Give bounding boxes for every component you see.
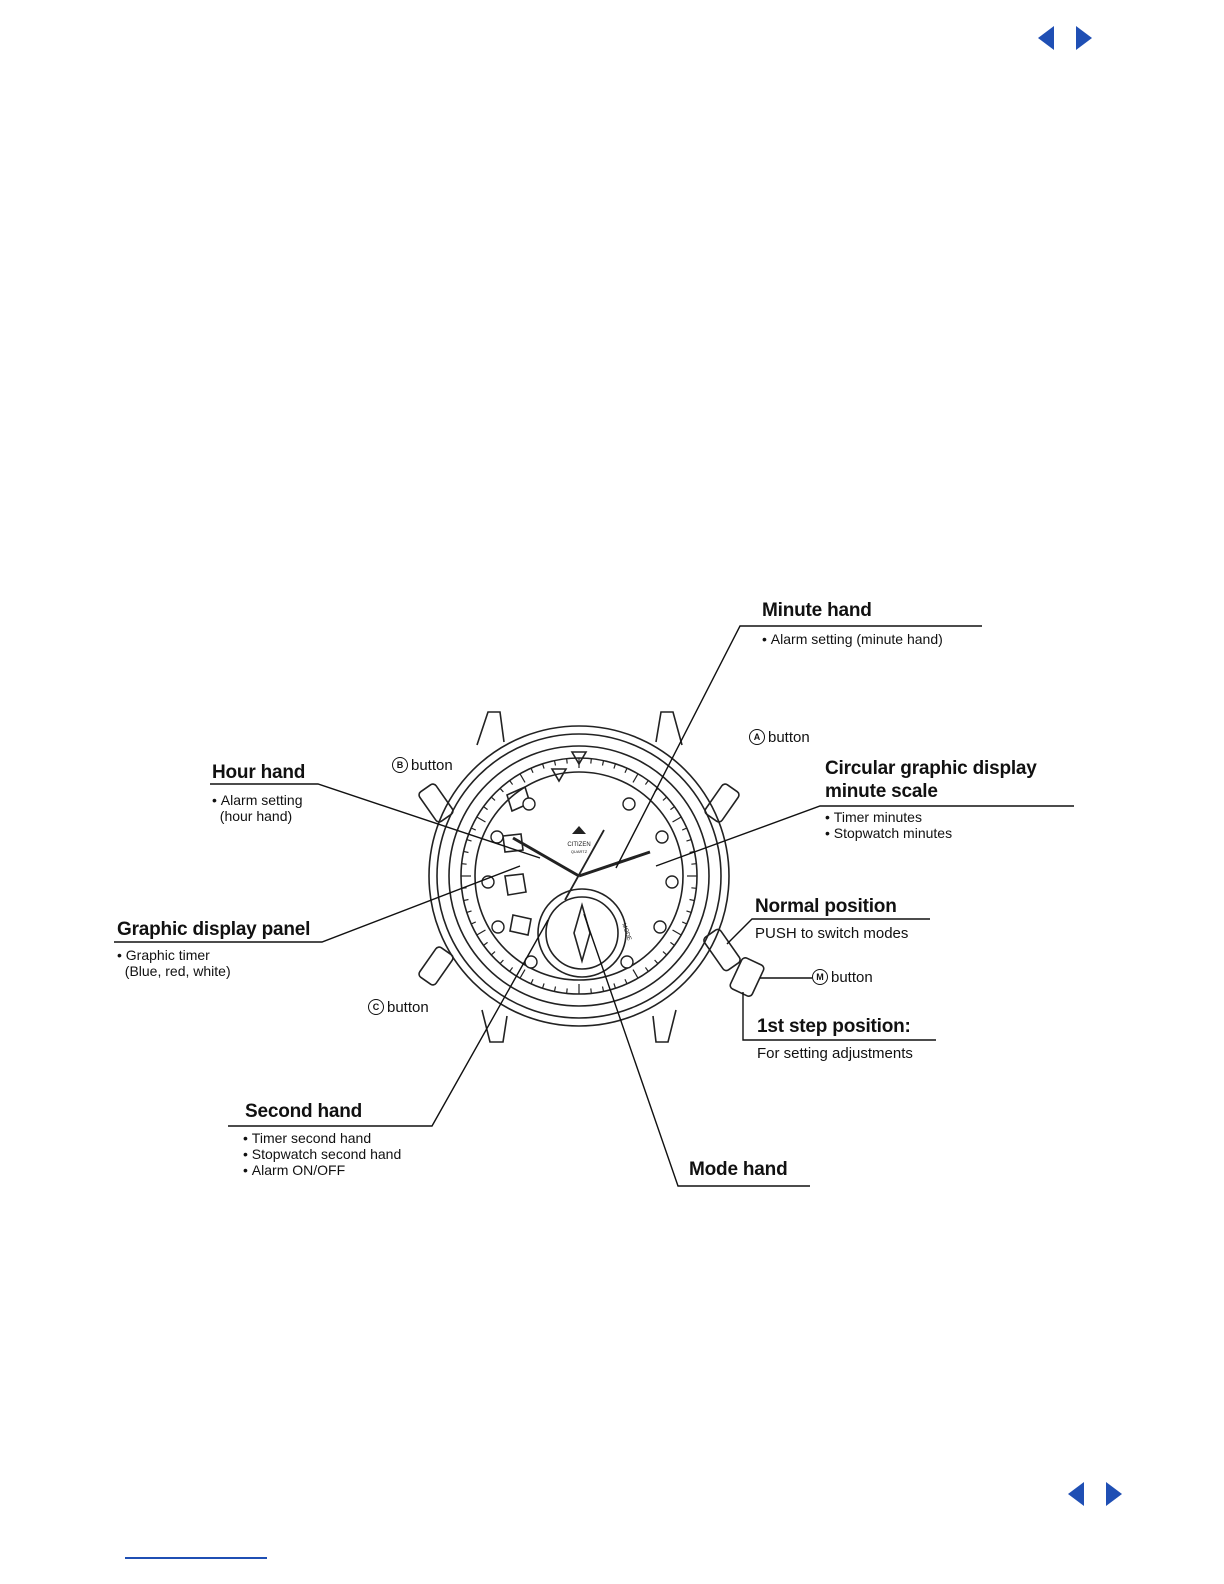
bezel-tick bbox=[663, 952, 667, 955]
b-button-icon: B bbox=[392, 757, 408, 773]
bezel-tick bbox=[567, 988, 568, 993]
circular-display-note: • Timer minutes bbox=[825, 809, 952, 825]
next-page-arrow-icon[interactable] bbox=[1106, 1482, 1122, 1506]
bezel-tick bbox=[690, 899, 695, 900]
bezel-tick bbox=[531, 979, 533, 984]
circular-display-notes bbox=[825, 809, 952, 841]
second-hand-title: Second hand bbox=[245, 1101, 363, 1122]
bezel-tick bbox=[655, 960, 658, 964]
bottom-page-navigation bbox=[1068, 1482, 1122, 1506]
bezel-tick bbox=[682, 828, 687, 830]
minute-hand-title: Minute hand bbox=[762, 600, 872, 621]
mode-hand-title: Mode hand bbox=[689, 1159, 788, 1180]
graphic-panel-note: • Graphic timer bbox=[117, 947, 231, 963]
second-hand-leader bbox=[228, 920, 548, 1126]
bezel-tick bbox=[625, 768, 627, 773]
circular-display-title-line2: minute scale bbox=[825, 781, 938, 802]
b-button-text: button bbox=[411, 756, 453, 774]
second-hand-note: • Timer second hand bbox=[243, 1130, 401, 1146]
bezel-tick bbox=[462, 864, 467, 865]
minute-hand-note: • Alarm setting (minute hand) bbox=[762, 631, 943, 647]
first-step-title: 1st step position: bbox=[757, 1016, 911, 1037]
minute-hand-notes bbox=[762, 631, 943, 647]
m-button-icon: M bbox=[812, 969, 828, 985]
first-step-text: For setting adjustments bbox=[757, 1045, 913, 1062]
bezel-tick bbox=[491, 797, 495, 800]
bezel-tick bbox=[602, 761, 603, 766]
subdial-label: MODE bbox=[620, 922, 632, 942]
bezel-tick bbox=[471, 828, 476, 830]
bezel-tick bbox=[471, 922, 476, 924]
bezel-tick bbox=[500, 788, 503, 792]
bezel-tick bbox=[682, 922, 687, 924]
bezel-tick bbox=[510, 781, 513, 785]
bezel-tick bbox=[633, 774, 638, 783]
brand-sub-text: QUARTZ bbox=[570, 849, 588, 854]
bezel-tick bbox=[663, 797, 667, 800]
bezel-tick bbox=[484, 807, 488, 810]
second-hand-note: • Alarm ON/OFF bbox=[243, 1162, 401, 1178]
graphic-panel-note: (Blue, red, white) bbox=[124, 963, 231, 979]
hour-hand-title: Hour hand bbox=[212, 762, 306, 783]
bezel-tick bbox=[531, 768, 533, 773]
a-button-icon: A bbox=[749, 729, 765, 745]
bezel-tick bbox=[673, 817, 682, 822]
bezel-tick bbox=[691, 864, 696, 865]
bezel-tick bbox=[543, 764, 545, 769]
graphic-panel-notes bbox=[117, 947, 231, 979]
bezel-tick bbox=[591, 759, 592, 764]
bezel-tick bbox=[467, 911, 472, 913]
bezel-tick bbox=[625, 979, 627, 984]
bezel-tick bbox=[543, 983, 545, 988]
bezel-tick bbox=[614, 764, 616, 769]
c-button-icon: C bbox=[368, 999, 384, 1015]
graphic-panel-title: Graphic display panel bbox=[117, 919, 311, 940]
a-button-label bbox=[749, 729, 810, 745]
normal-position-title: Normal position bbox=[755, 896, 897, 917]
bezel-tick bbox=[691, 888, 696, 889]
bezel-tick bbox=[591, 988, 592, 993]
bezel-tick bbox=[477, 817, 486, 822]
bezel-tick bbox=[567, 759, 568, 764]
bezel-tick bbox=[491, 952, 495, 955]
bezel-tick bbox=[484, 942, 488, 945]
hour-hand-notes bbox=[212, 792, 303, 824]
bezel-tick bbox=[633, 970, 638, 979]
bezel-tick bbox=[670, 942, 674, 945]
b-button-label bbox=[392, 757, 453, 773]
bezel-tick bbox=[477, 930, 486, 935]
bezel-tick bbox=[686, 911, 691, 913]
bezel-tick bbox=[602, 987, 603, 992]
bezel-tick bbox=[645, 967, 648, 971]
bezel-tick bbox=[464, 899, 469, 900]
hour-hand-note: (hour hand) bbox=[219, 808, 293, 824]
c-button-label bbox=[368, 999, 429, 1015]
bezel-tick bbox=[686, 840, 691, 842]
second-hand-note: • Stopwatch second hand bbox=[243, 1146, 401, 1162]
hour-hand-note: • Alarm setting bbox=[212, 792, 303, 808]
normal-position-text: PUSH to switch modes bbox=[755, 925, 909, 942]
bezel-tick bbox=[554, 987, 555, 992]
bezel-tick bbox=[614, 983, 616, 988]
bezel-tick bbox=[554, 761, 555, 766]
bezel-tick bbox=[500, 960, 503, 964]
bezel-tick bbox=[670, 807, 674, 810]
brand-text: CITIZEN bbox=[567, 842, 591, 848]
a-button-text: button bbox=[768, 728, 810, 746]
m-button-label bbox=[812, 969, 873, 985]
previous-page-arrow-icon[interactable] bbox=[1068, 1482, 1084, 1506]
second-hand-notes bbox=[243, 1130, 401, 1178]
circular-display-note: • Stopwatch minutes bbox=[825, 825, 952, 841]
bezel-tick bbox=[645, 781, 648, 785]
circular-display-title bbox=[825, 757, 1037, 803]
bezel-tick bbox=[467, 840, 472, 842]
bezel-tick bbox=[510, 967, 513, 971]
circular-display-title-line1: Circular graphic display bbox=[825, 758, 1037, 779]
bezel-tick bbox=[464, 851, 469, 852]
bezel-tick bbox=[673, 930, 682, 935]
footer-link-underline[interactable] bbox=[125, 1557, 267, 1559]
c-button-text: button bbox=[387, 998, 429, 1016]
bezel-tick bbox=[520, 774, 525, 783]
m-button-text: button bbox=[831, 968, 873, 986]
bezel-tick bbox=[520, 970, 525, 979]
